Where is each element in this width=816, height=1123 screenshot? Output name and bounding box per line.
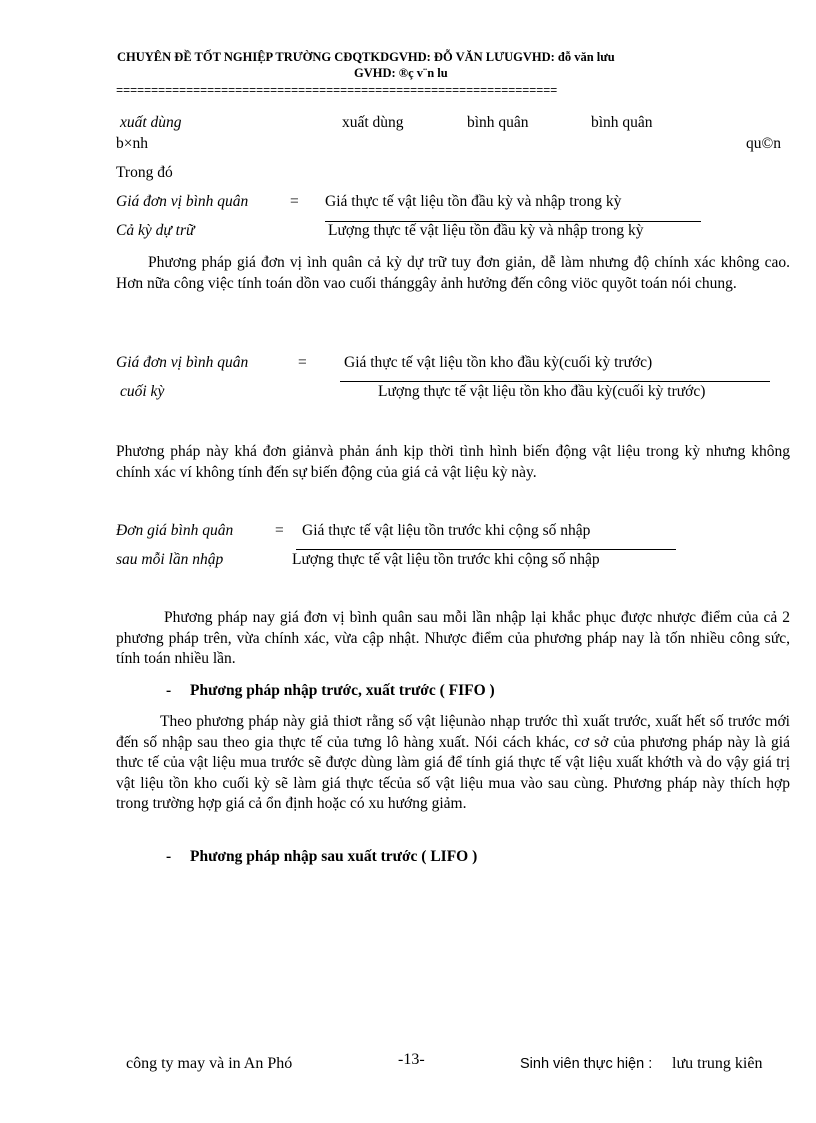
top-row-right-fragment: qu©n: [746, 135, 782, 152]
header-rule: ===============================================================: [116, 84, 558, 98]
formula-3-fraction-bar: [296, 549, 676, 550]
top-row-cell-2: xuất dùng: [342, 114, 404, 131]
formula-1-equals: =: [290, 193, 299, 210]
formula-1-numerator: Giá thực tế vật liệu tồn đầu kỳ và nhập trong kỳ: [325, 193, 622, 210]
formula-2-label: Giá đơn vị bình quân: [116, 354, 249, 371]
formula-2-denominator: Lượng thực tế vật liệu tồn kho đầu kỳ(cuối kỳ trước): [378, 383, 706, 400]
formula-3-equals: =: [275, 522, 284, 539]
footer-company: công ty may và in An Phó: [126, 1055, 293, 1072]
formula-2-fraction-bar: [340, 381, 770, 382]
bullet-lifo-heading: Phương pháp nhập sau xuất trước ( LIFO ): [190, 848, 478, 865]
paragraph-2: Phương pháp này khá đơn giảnvà phản ánh kịp thời tình hình biến động vật liệu trong kỳ nhưng không chính xác ví không tính đến sự biến động của giá cả vật liệu kỳ này.: [116, 443, 790, 481]
formula-2-label-2: cuối kỳ: [120, 383, 165, 400]
footer-page-number: -13-: [398, 1051, 425, 1068]
formula-1-label: Giá đơn vị bình quân: [116, 193, 249, 210]
top-row-cell-1: xuất dùng: [120, 114, 182, 131]
top-row-cell-3: bình quân: [467, 114, 529, 131]
formula-1-denominator: Lượng thực tế vật liệu tồn đầu kỳ và nhập trong kỳ: [328, 222, 644, 239]
bullet-fifo-mark: -: [166, 682, 172, 699]
formula-3-numerator: Giá thực tế vật liệu tồn trước khi cộng số nhập: [302, 522, 591, 539]
paragraph-4: Theo phương pháp này giả thiơt rằng số vật liệunào nhạp trước thì xuất trước, xuất hết số trước mới đến số nhập sau theo gia thực tế của tưng lô hàng xuất. Nói cách khác, cơ sở của phương pháp này là giá thưc tế của vật liệu mua trước sẽ được dùng làm giá để tính giá thực tế vật liệu xuất khớth và do vậy giá trị vật liệu tồn kho cuối kỳ sẽ làm giá thực tếcủa số vật liệu mua vào sau cùng. Phương pháp này thích hợp trong trường hợp giá cả ổn định hoặc có xu hướng giảm.: [116, 713, 790, 812]
top-row-left-fragment: b×nh: [116, 135, 148, 152]
formula-3-denominator: Lượng thực tế vật liệu tồn trước khi cộng số nhập: [292, 551, 600, 568]
header-title: CHUYÊN ĐỀ TỐT NGHIỆP TRƯỜNG CĐQTKDGVHD: ĐỖ VĂN LƯUGVHD: đỗ văn lưu: [117, 50, 615, 64]
header-subtitle: GVHD: ®ç v¨n lu: [354, 66, 448, 80]
top-row-cell-4: bình quân: [591, 114, 653, 131]
footer-student-label: Sinh viên thực hiện :: [520, 1056, 653, 1072]
formula-2-equals: =: [298, 354, 307, 371]
trong-do-label: Trong đó: [116, 164, 173, 181]
bullet-fifo-heading: Phương pháp nhập trước, xuất trước ( FIFO ): [190, 682, 495, 699]
formula-3-label: Đơn giá bình quân: [116, 522, 234, 539]
formula-2-numerator: Giá thực tế vật liệu tồn kho đầu kỳ(cuối kỳ trước): [344, 354, 653, 371]
paragraph-3: Phương pháp nay giá đơn vị bình quân sau mỗi lần nhập lại khắc phục được nhược điểm của cả 2 phương pháp trên, vừa chính xác, vừa cập nhật. Nhược điểm của phương pháp nay là tốn nhiều công sức, tính toán nhiều lần.: [116, 609, 790, 667]
formula-1-label-2: Cả kỳ dự trữ: [116, 222, 195, 239]
bullet-lifo-mark: -: [166, 848, 172, 865]
footer-student-name: lưu trung kiên: [672, 1055, 763, 1072]
paragraph-1: Phương pháp giá đơn vị ình quân cả kỳ dự trữ tuy đơn giản, dễ làm nhưng độ chính xác không cao. Hơn nữa công việc tính toán dồn vao cuối thánggây ảnh hưởng đến công viöc quyõt toán nói chung.: [116, 254, 790, 292]
formula-3-label-2: sau mỗi lần nhập: [116, 551, 224, 568]
